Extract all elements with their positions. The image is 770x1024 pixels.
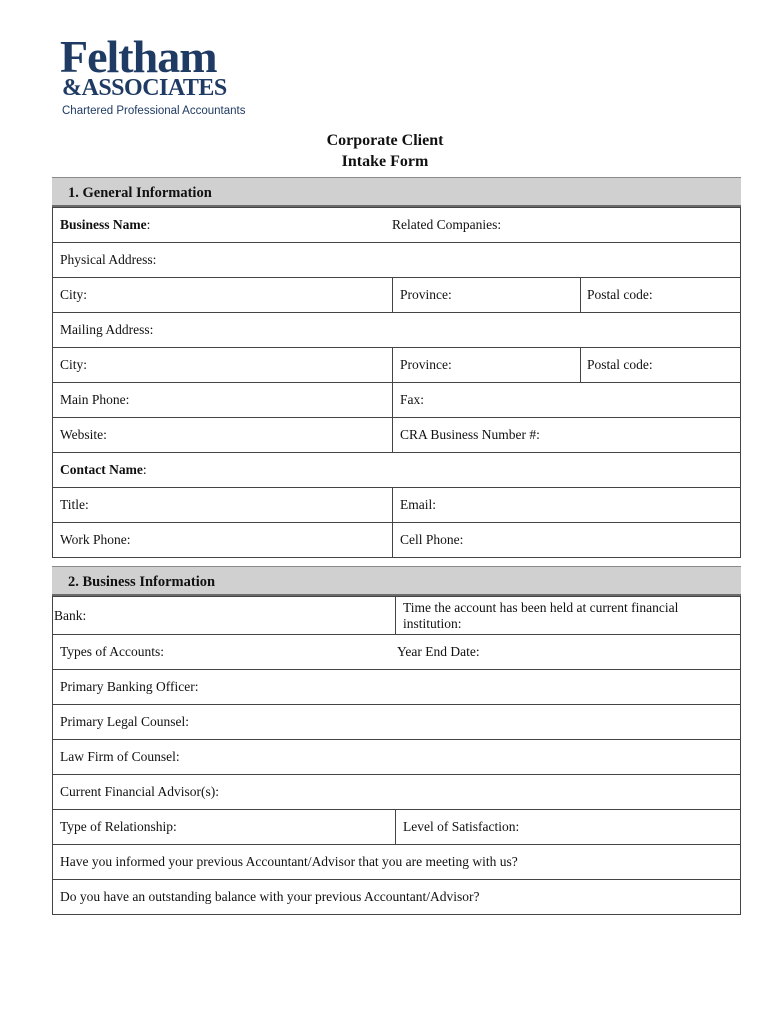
business-information-table bbox=[52, 596, 741, 915]
section-general-information-heading: 1. General Information bbox=[52, 177, 741, 207]
form-title-line2: Intake Form bbox=[341, 153, 429, 170]
company-logo bbox=[58, 31, 248, 120]
row-website bbox=[53, 417, 740, 452]
fax-field[interactable]: Fax: bbox=[400, 392, 425, 407]
row-title bbox=[53, 487, 740, 522]
row-city-2 bbox=[53, 347, 740, 382]
divider bbox=[392, 488, 393, 522]
divider bbox=[580, 348, 581, 382]
business-name-colon: : bbox=[146, 217, 151, 232]
row-business-name bbox=[53, 207, 740, 242]
general-information-table bbox=[52, 207, 741, 558]
related-companies-field[interactable]: Related Companies: bbox=[392, 217, 502, 232]
primary-legal-counsel-field[interactable]: Primary Legal Counsel: bbox=[60, 714, 189, 729]
logo-tagline: Chartered Professional Accountants bbox=[62, 105, 246, 117]
year-end-date-field[interactable]: Year End Date: bbox=[397, 644, 480, 659]
main-phone-field[interactable]: Main Phone: bbox=[60, 392, 130, 407]
row-relationship bbox=[53, 809, 740, 844]
time-held-line2: institution: bbox=[403, 615, 462, 631]
mailing-address-field[interactable]: Mailing Address: bbox=[60, 322, 154, 337]
row-city-1 bbox=[53, 277, 740, 312]
cell-phone-field[interactable]: Cell Phone: bbox=[400, 532, 464, 547]
business-name-text: Business Name bbox=[60, 217, 147, 232]
city-field-2[interactable]: City: bbox=[60, 357, 88, 372]
level-of-satisfaction-field[interactable]: Level of Satisfaction: bbox=[403, 819, 520, 834]
row-types-accounts bbox=[53, 634, 740, 669]
row-contact-name bbox=[53, 452, 740, 487]
primary-banking-officer-field[interactable]: Primary Banking Officer: bbox=[60, 679, 199, 694]
row-banking-officer bbox=[53, 669, 740, 704]
city-field-1[interactable]: City: bbox=[60, 287, 88, 302]
logo-wordmark: Feltham bbox=[60, 31, 217, 82]
contact-name-text: Contact Name bbox=[60, 462, 143, 477]
row-work-phone bbox=[53, 522, 740, 557]
informed-previous-advisor-field[interactable]: Have you informed your previous Accountant/Advisor that you are meeting with us? bbox=[60, 854, 518, 869]
contact-name-field[interactable] bbox=[60, 453, 147, 487]
row-law-firm bbox=[53, 739, 740, 774]
row-balance bbox=[53, 879, 740, 914]
type-of-relationship-field[interactable]: Type of Relationship: bbox=[60, 819, 177, 834]
row-physical-address bbox=[53, 242, 740, 277]
time-held-line1: Time the account has been held at current financial bbox=[403, 599, 679, 615]
divider bbox=[395, 597, 396, 634]
row-mailing-address bbox=[53, 312, 740, 347]
contact-name-colon: : bbox=[142, 462, 147, 477]
postal-code-field-2[interactable]: Postal code: bbox=[587, 357, 653, 372]
row-financial-advisor bbox=[53, 774, 740, 809]
bank-field[interactable]: Bank: bbox=[54, 607, 87, 623]
divider bbox=[580, 278, 581, 312]
physical-address-field[interactable]: Physical Address: bbox=[60, 252, 157, 267]
section-business-information-heading: 2. Business Information bbox=[52, 566, 741, 596]
time-held-field[interactable] bbox=[403, 597, 678, 634]
postal-code-field-1[interactable]: Postal code: bbox=[587, 287, 653, 302]
work-phone-field[interactable]: Work Phone: bbox=[60, 532, 131, 547]
row-informed bbox=[53, 844, 740, 879]
row-legal-counsel bbox=[53, 704, 740, 739]
law-firm-field[interactable]: Law Firm of Counsel: bbox=[60, 749, 180, 764]
outstanding-balance-field[interactable]: Do you have an outstanding balance with your previous Accountant/Advisor? bbox=[60, 889, 480, 904]
business-name-label[interactable] bbox=[60, 208, 150, 242]
row-main-phone bbox=[53, 382, 740, 417]
province-field-1[interactable]: Province: bbox=[400, 287, 452, 302]
divider bbox=[392, 418, 393, 452]
title-field[interactable]: Title: bbox=[60, 497, 89, 512]
divider bbox=[395, 810, 396, 844]
logo-associates: &ASSOCIATES bbox=[62, 75, 227, 101]
divider bbox=[392, 523, 393, 557]
financial-advisor-field[interactable]: Current Financial Advisor(s): bbox=[60, 784, 219, 799]
divider bbox=[392, 348, 393, 382]
row-bank bbox=[53, 596, 740, 634]
form-title-line1: Corporate Client bbox=[326, 132, 444, 149]
email-field[interactable]: Email: bbox=[400, 497, 436, 512]
divider bbox=[392, 278, 393, 312]
cra-business-number-field[interactable]: CRA Business Number #: bbox=[400, 427, 540, 442]
types-of-accounts-field[interactable]: Types of Accounts: bbox=[60, 644, 165, 659]
province-field-2[interactable]: Province: bbox=[400, 357, 452, 372]
divider bbox=[392, 383, 393, 417]
website-field[interactable]: Website: bbox=[60, 427, 107, 442]
